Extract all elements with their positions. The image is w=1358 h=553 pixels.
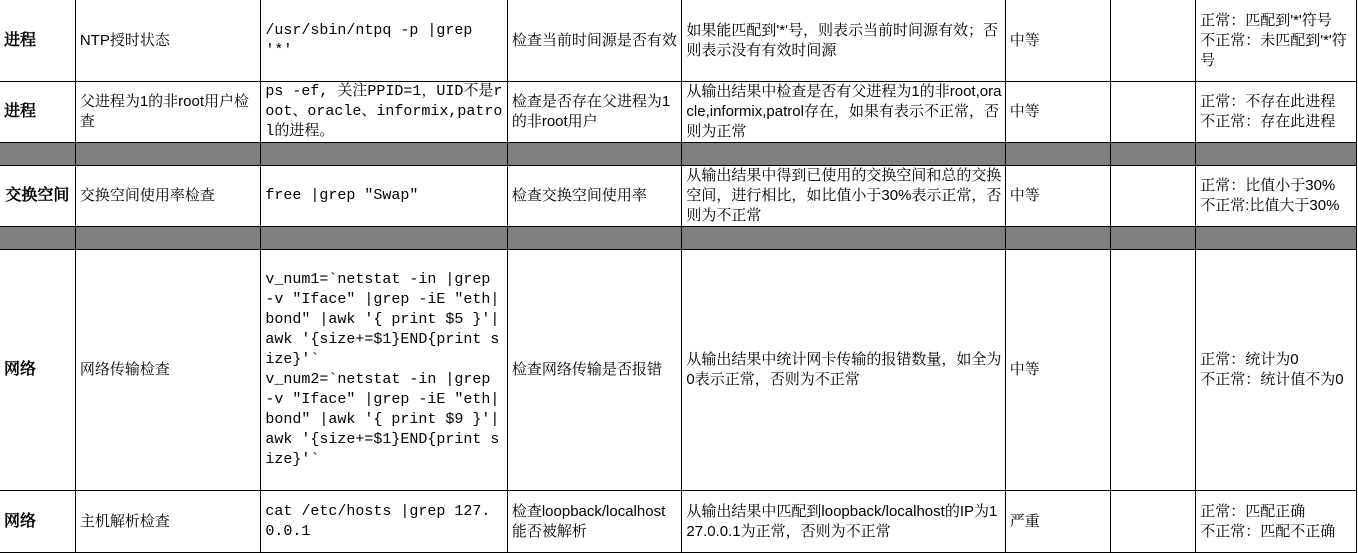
purpose-cell: 检查是否存在父进程为1的非root用户 xyxy=(507,82,682,143)
item-cell: 交换空间使用率检查 xyxy=(75,166,261,227)
separator-cell xyxy=(75,227,261,250)
separator-cell xyxy=(1005,143,1111,166)
criteria-cell: 正常：不存在此进程 不正常：存在此进程 xyxy=(1196,82,1357,143)
method-cell: 如果能匹配到'*'号，则表示当前时间源有效；否则表示没有有效时间源 xyxy=(682,0,1005,82)
extra-cell xyxy=(1111,166,1196,227)
extra-cell xyxy=(1111,250,1196,491)
separator-cell xyxy=(1196,143,1357,166)
category-cell: 网络 xyxy=(0,250,75,491)
separator-cell xyxy=(0,143,75,166)
separator-cell xyxy=(0,227,75,250)
separator-cell xyxy=(261,227,507,250)
item-cell: 主机解析检查 xyxy=(75,491,261,553)
extra-cell xyxy=(1111,82,1196,143)
purpose-cell: 检查网络传输是否报错 xyxy=(507,250,682,491)
method-cell: 从输出结果中检查是否有父进程为1的非root,oracle,informix,patrol存在，如果有表示不正常，否则为正常 xyxy=(682,82,1005,143)
method-cell: 从输出结果中得到已使用的交换空间和总的交换空间，进行相比，如比值小于30%表示正常，否则为不正常 xyxy=(682,166,1005,227)
category-cell: 网络 xyxy=(0,491,75,553)
extra-cell xyxy=(1111,0,1196,82)
level-cell: 中等 xyxy=(1005,250,1111,491)
category-cell: 进程 xyxy=(0,0,75,82)
criteria-cell: 正常：比值小于30% 不正常:比值大于30% xyxy=(1196,166,1357,227)
table-row xyxy=(0,166,1357,227)
table-row xyxy=(0,0,1357,82)
command-cell: cat /etc/hosts |grep 127.0.0.1 xyxy=(261,491,507,553)
purpose-cell: 检查当前时间源是否有效 xyxy=(507,0,682,82)
separator-cell xyxy=(75,143,261,166)
separator-cell xyxy=(682,227,1005,250)
category-cell: 进程 xyxy=(0,82,75,143)
separator-cell xyxy=(1196,227,1357,250)
separator-cell xyxy=(1111,227,1196,250)
extra-cell xyxy=(1111,491,1196,553)
item-cell: 父进程为1的非root用户检查 xyxy=(75,82,261,143)
level-cell: 中等 xyxy=(1005,82,1111,143)
separator-cell xyxy=(1005,227,1111,250)
item-cell: 网络传输检查 xyxy=(75,250,261,491)
level-cell: 严重 xyxy=(1005,491,1111,553)
level-cell: 中等 xyxy=(1005,0,1111,82)
method-cell: 从输出结果中统计网卡传输的报错数量，如全为0表示正常，否则为不正常 xyxy=(682,250,1005,491)
separator-row xyxy=(0,227,1357,250)
table-row xyxy=(0,250,1357,491)
command-cell: /usr/sbin/ntpq -p |grep '*' xyxy=(261,0,507,82)
table-row xyxy=(0,82,1357,143)
separator-cell xyxy=(1111,143,1196,166)
separator-cell xyxy=(507,143,682,166)
purpose-cell: 检查loopback/localhost能否被解析 xyxy=(507,491,682,553)
purpose-cell: 检查交换空间使用率 xyxy=(507,166,682,227)
table-row xyxy=(0,491,1357,553)
command-cell: free |grep "Swap" xyxy=(261,166,507,227)
level-cell: 中等 xyxy=(1005,166,1111,227)
criteria-cell: 正常：统计为0 不正常：统计值不为0 xyxy=(1196,250,1357,491)
criteria-cell: 正常：匹配正确 不正常：匹配不正确 xyxy=(1196,491,1357,553)
separator-row xyxy=(0,143,1357,166)
item-cell: NTP授时状态 xyxy=(75,0,261,82)
command-cell: ps -ef, 关注PPID=1，UID不是root、oracle、informix,patrol的进程。 xyxy=(261,82,507,143)
category-cell: 交换空间 xyxy=(0,166,75,227)
criteria-cell: 正常：匹配到'*'符号 不正常：未匹配到'*'符号 xyxy=(1196,0,1357,82)
command-cell: v_num1=`netstat -in |grep -v "Iface" |grep -iE "eth|bond" |awk '{ print $5 }'|awk '{size+=$1}END{print size}'` v_num2=`netstat -in |grep -v "Iface" |grep -iE "eth|bond" |awk '{ print $9 }'|awk '{size+=$1}END{print size}'` xyxy=(261,250,507,491)
method-cell: 从输出结果中匹配到loopback/localhost的IP为127.0.0.1为正常，否则为不正常 xyxy=(682,491,1005,553)
separator-cell xyxy=(682,143,1005,166)
separator-cell xyxy=(507,227,682,250)
separator-cell xyxy=(261,143,507,166)
